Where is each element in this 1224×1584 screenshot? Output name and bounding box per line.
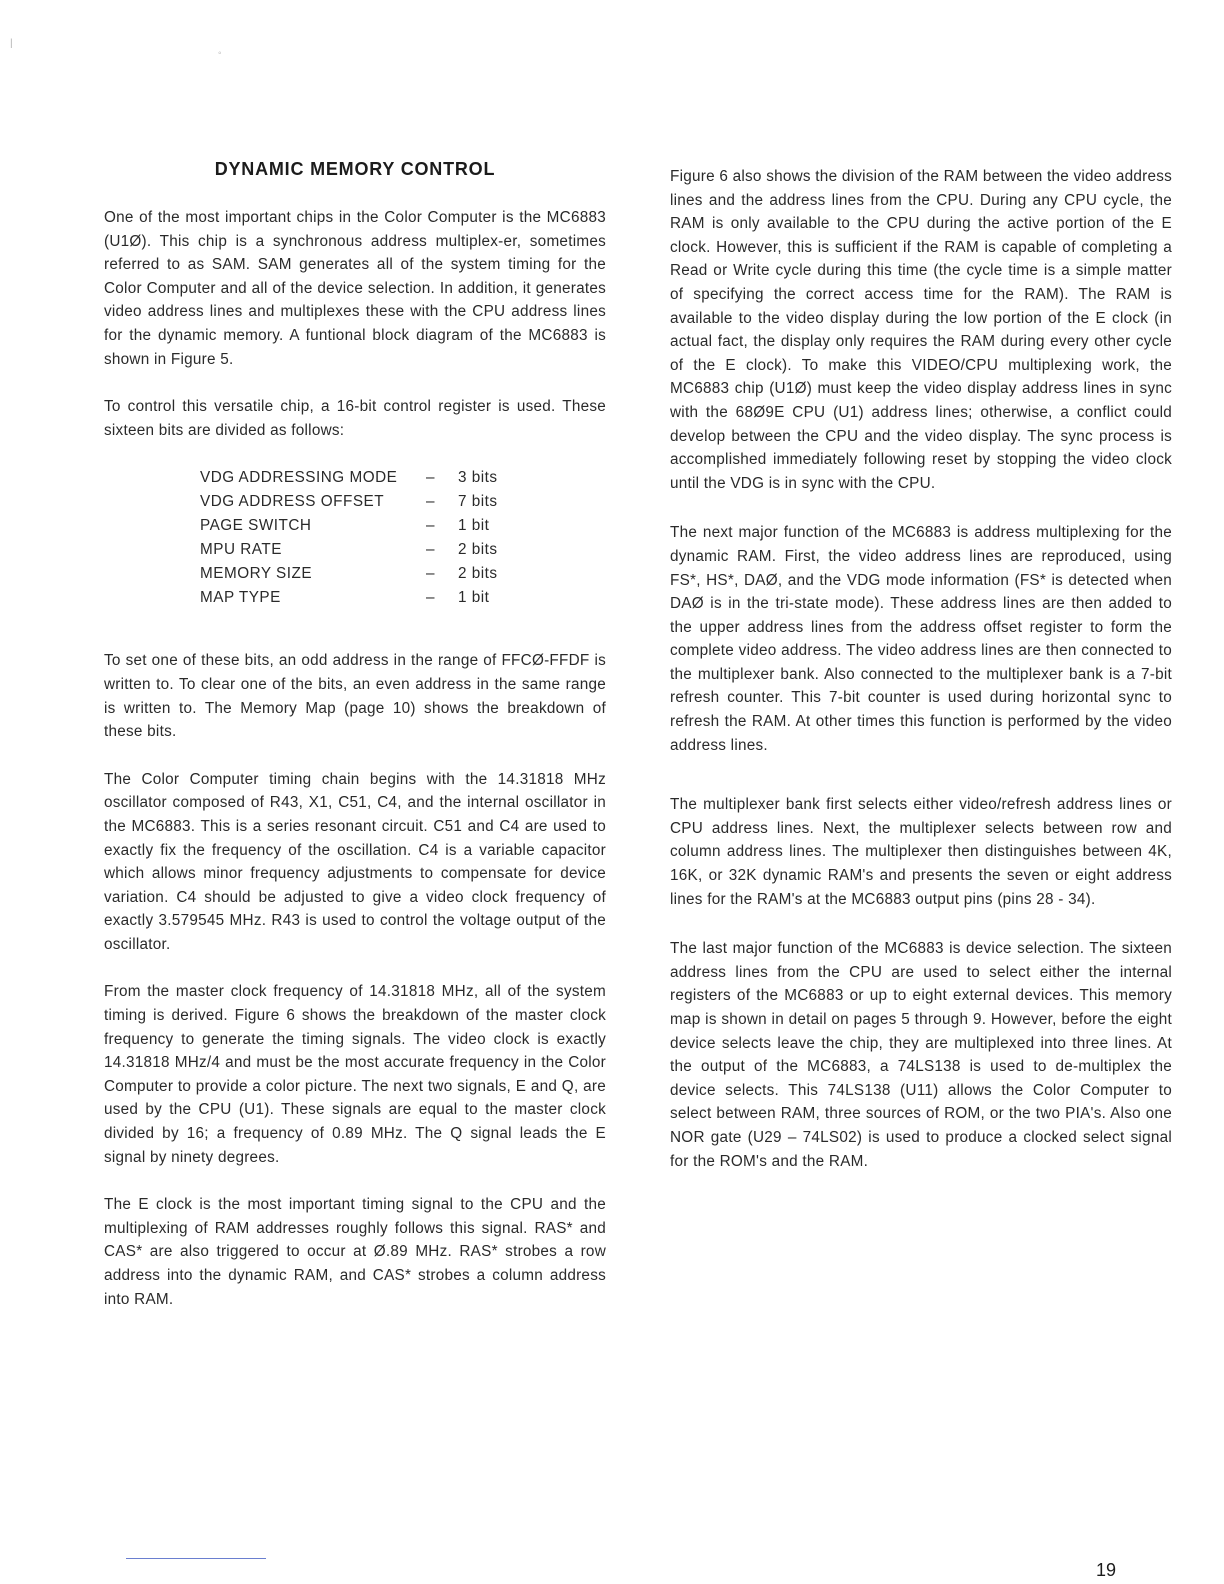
paragraph-multiplexer-bank: The multiplexer bank first selects either video/refresh address lines or CPU address lines. Next, the multiplexer selects between row and column address lines. The multiplexer then distinguishes between 4K, 16K, or 32K dynamic RAM's and presents the seven or eight address lines for the RAM's at the MC6883 output pins (pins 28 - 34).	[670, 796, 1172, 908]
table-row	[200, 514, 498, 538]
bit-field-size: 3 bits	[458, 469, 498, 487]
bit-field-dash: –	[426, 565, 436, 583]
table-row	[200, 490, 498, 514]
footer-rule	[126, 1558, 266, 1559]
bit-field-name: PAGE SWITCH	[200, 517, 312, 535]
bit-field-size: 2 bits	[458, 565, 498, 583]
bit-field-name: MPU RATE	[200, 541, 282, 559]
page-number: 19	[1096, 1560, 1117, 1580]
bit-field-size: 2 bits	[458, 541, 498, 559]
bit-field-size: 7 bits	[458, 493, 498, 511]
bit-field-dash: –	[426, 517, 436, 535]
bit-field-size: 1 bit	[458, 517, 490, 535]
paragraph-address-multiplexing: The next major function of the MC6883 is address multiplexing for the dynamic RAM. First, the video address lines are reproduced, using FS*, HS*, DAØ, and the VDG mode information (FS* is detected when DAØ is in the tri-state mode). These address lines are then added to the upper address lines from the address offset register to form the complete video address. The video address lines are then connected to the multiplexer bank. Also connected to the multiplexer bank is a 7-bit refresh counter. This 7-bit counter is used during horizontal sync to refresh the RAM. At other times this function is performed by the video address lines.	[670, 524, 1172, 754]
paragraph-timing-chain: The Color Computer timing chain begins with the 14.31818 MHz oscillator composed of R43, X1, C51, C4, and the internal oscillator in the MC6883. This is a series resonant circuit. C51 and C4 are used to exactly fix the frequency of the oscillation. C4 is a variable capacitor which allows minor frequency adjustments to compensate for device variation. C4 should be adjusted to give a video clock frequency of exactly 3.579545 MHz. R43 is used to control the voltage output of the oscillator.	[104, 770, 606, 953]
right-column	[670, 165, 1172, 1199]
scan-speck: ◦	[218, 48, 222, 59]
table-row	[200, 586, 498, 610]
table-row	[200, 466, 498, 490]
paragraph-ram-division: Figure 6 also shows the division of the RAM between the video address lines and the address lines from the CPU. During any CPU cycle, the RAM is only available to the CPU during the active portion of the E clock. However, this is sufficient if the RAM is capable of completing a Read or Write cycle during this time (the cycle time is a simple matter of specifying the correct access time for the RAM). The RAM is available to the video display during the low portion of the E clock (in actual fact, the display only requires the RAM during every other cycle of the E clock). To make this VIDEO/CPU multiplexing work, the MC6883 chip (U1Ø) must keep the video display address lines in sync with the 68Ø9E CPU (U1) address lines; otherwise, a conflict could develop between the CPU and the video display. The sync process is accomplished immediately following reset by stopping the video clock until the VDG is in sync with the CPU.	[670, 168, 1172, 492]
paragraph-master-clock: From the master clock frequency of 14.31818 MHz, all of the system timing is derived. Figure 6 shows the breakdown of the master clock frequency to generate the timing signals. The video clock is exactly 14.31818 MHz/4 and must be the most accurate frequency in the Color Computer to provide a color picture. The next two signals, E and Q, are used by the CPU (U1). These signals are equal to the master clock divided by 16; a frequency of 0.89 MHz. The Q signal leads the E signal by ninety degrees.	[104, 983, 606, 1166]
table-row	[200, 538, 498, 562]
bit-field-dash: –	[426, 541, 436, 559]
bit-field-name: MEMORY SIZE	[200, 565, 313, 583]
scan-speck: |	[10, 38, 13, 49]
left-column	[104, 157, 606, 1335]
paragraph-device-selection: The last major function of the MC6883 is device selection. The sixteen address lines from the CPU are used to select either the internal registers of the MC6883 or up to eight external devices. This memory map is shown in detail on pages 5 through 9. However, before the eight device selects leave the chip, they are multiplexed into three lines. At the output of the MC6883, a 74LS138 is used to de-multiplex the device selects. This 74LS138 (U11) allows the Color Computer to select between RAM, three sources of ROM, or the two PIA's. Also one NOR gate (U29 – 74LS02) is used to produce a clocked select signal for the ROM's and the RAM.	[670, 940, 1172, 1170]
section-heading: DYNAMIC MEMORY CONTROL	[214, 159, 496, 179]
bit-field-dash: –	[426, 493, 436, 511]
bit-field-name: MAP TYPE	[200, 589, 281, 607]
register-bits-table	[200, 466, 498, 610]
paragraph-sam-intro: One of the most important chips in the Color Computer is the MC6883 (U1Ø). This chip is a synchronous address multiplex-er, sometimes referred to as SAM. SAM generates all of the system timing for the Color Computer and all of the device selection. In addition, it generates video address lines and multiplexes these with the CPU address lines for the dynamic memory. A funtional block diagram of the MC6883 is shown in Figure 5.	[104, 209, 606, 368]
paragraph-control-register: To control this versatile chip, a 16-bit control register is used. These sixteen bits are divided as follows:	[104, 398, 606, 439]
table-row	[200, 562, 498, 586]
bit-field-name: VDG ADDRESS OFFSET	[200, 493, 385, 511]
paragraph-e-clock: The E clock is the most important timing signal to the CPU and the multiplexing of RAM addresses roughly follows this signal. RAS* and CAS* are also triggered to occur at Ø.89 MHz. RAS* strobes a row address into the dynamic RAM, and CAS* strobes a column address into RAM.	[104, 1196, 606, 1308]
bit-field-size: 1 bit	[458, 589, 490, 607]
paragraph-set-clear-bits: To set one of these bits, an odd address in the range of FFCØ-FFDF is written to. To clear one of the bits, an even address in the same range is written to. The Memory Map (page 10) shows the breakdown of these bits.	[104, 652, 606, 741]
bit-field-name: VDG ADDRESSING MODE	[200, 469, 398, 487]
bit-field-dash: –	[426, 469, 436, 487]
bit-field-dash: –	[426, 589, 436, 607]
